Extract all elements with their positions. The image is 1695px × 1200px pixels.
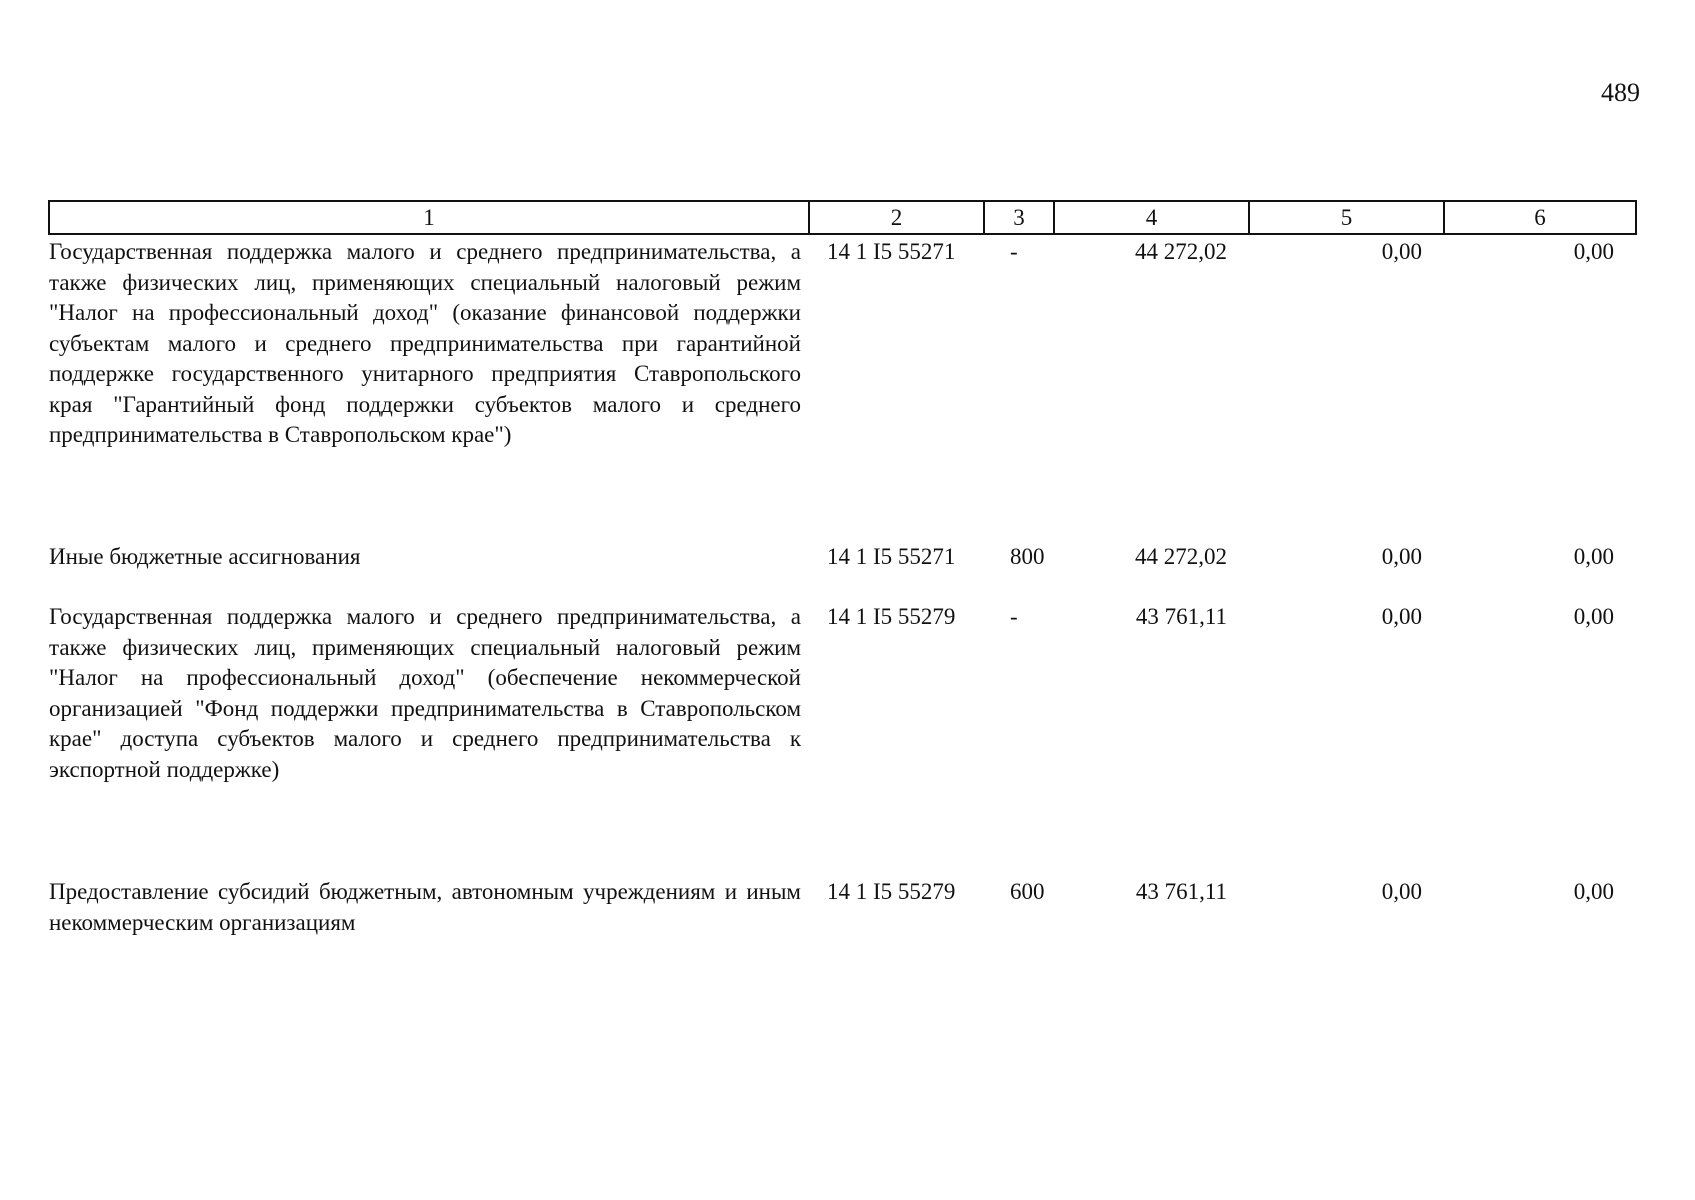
row-description: Иные бюджетные ассигнования: [49, 544, 361, 569]
row-amount-col5: 0,00: [1381, 544, 1422, 569]
header-col-1: 1: [49, 201, 809, 234]
row-amount-col5: 0,00: [1381, 879, 1422, 904]
header-col-6: 6: [1444, 201, 1636, 234]
row-amount-col4: 43 761,11: [1135, 604, 1227, 629]
table-row: [49, 877, 1636, 947]
row-amount-col5: 0,00: [1381, 239, 1422, 264]
row-expense-type: -: [1010, 604, 1018, 629]
header-col-2: 2: [809, 201, 984, 234]
header-col-3: 3: [984, 201, 1054, 234]
row-expense-type: -: [1010, 239, 1018, 264]
header-col-5: 5: [1249, 201, 1444, 234]
table-row: [49, 542, 1636, 602]
row-amount-col6: 0,00: [1573, 604, 1614, 629]
header-col-4: 4: [1054, 201, 1249, 234]
table-body: [49, 234, 1636, 947]
row-expense-type: 600: [1010, 879, 1045, 904]
row-amount-col6: 0,00: [1573, 239, 1614, 264]
row-description: Государственная поддержка малого и среднего предпринимательства, а также физических лиц, применяющих специальный налоговый режим "Налог на профессиональный доход" (оказание финансовой поддержки субъектам малого и среднего предпринимательства при гарантийной поддержке государственного унитарного предприятия Ставропольского края "Гарантийный фонд поддержки субъектов малого и среднего предпринимательства в Ставропольском крае"): [49, 239, 801, 447]
page-number: 489: [1601, 78, 1640, 107]
header-row: [49, 201, 1636, 234]
budget-table: [48, 200, 1637, 947]
table-row: [49, 234, 1636, 542]
row-amount-col6: 0,00: [1573, 879, 1614, 904]
row-target-code: 14 1 I5 55271: [827, 239, 956, 264]
table-row: [49, 602, 1636, 877]
row-amount-col6: 0,00: [1573, 544, 1614, 569]
row-target-code: 14 1 I5 55279: [827, 604, 956, 629]
row-description: Предоставление субсидий бюджетным, автономным учреждениям и иным некоммерческим организациям: [49, 879, 801, 935]
row-amount-col4: 43 761,11: [1135, 879, 1227, 904]
row-target-code: 14 1 I5 55279: [827, 879, 956, 904]
row-amount-col5: 0,00: [1381, 604, 1422, 629]
row-amount-col4: 44 272,02: [1135, 239, 1227, 264]
row-expense-type: 800: [1010, 544, 1045, 569]
row-target-code: 14 1 I5 55271: [827, 544, 956, 569]
row-description: Государственная поддержка малого и среднего предпринимательства, а также физических лиц, применяющих специальный налоговый режим "Налог на профессиональный доход" (обеспечение некоммерческой организацией "Фонд поддержки предпринимательства в Ставропольском крае" доступа субъектов малого и среднего предпринимательства к экспортной поддержке): [49, 604, 801, 782]
row-amount-col4: 44 272,02: [1135, 544, 1227, 569]
table-header: [49, 201, 1636, 234]
